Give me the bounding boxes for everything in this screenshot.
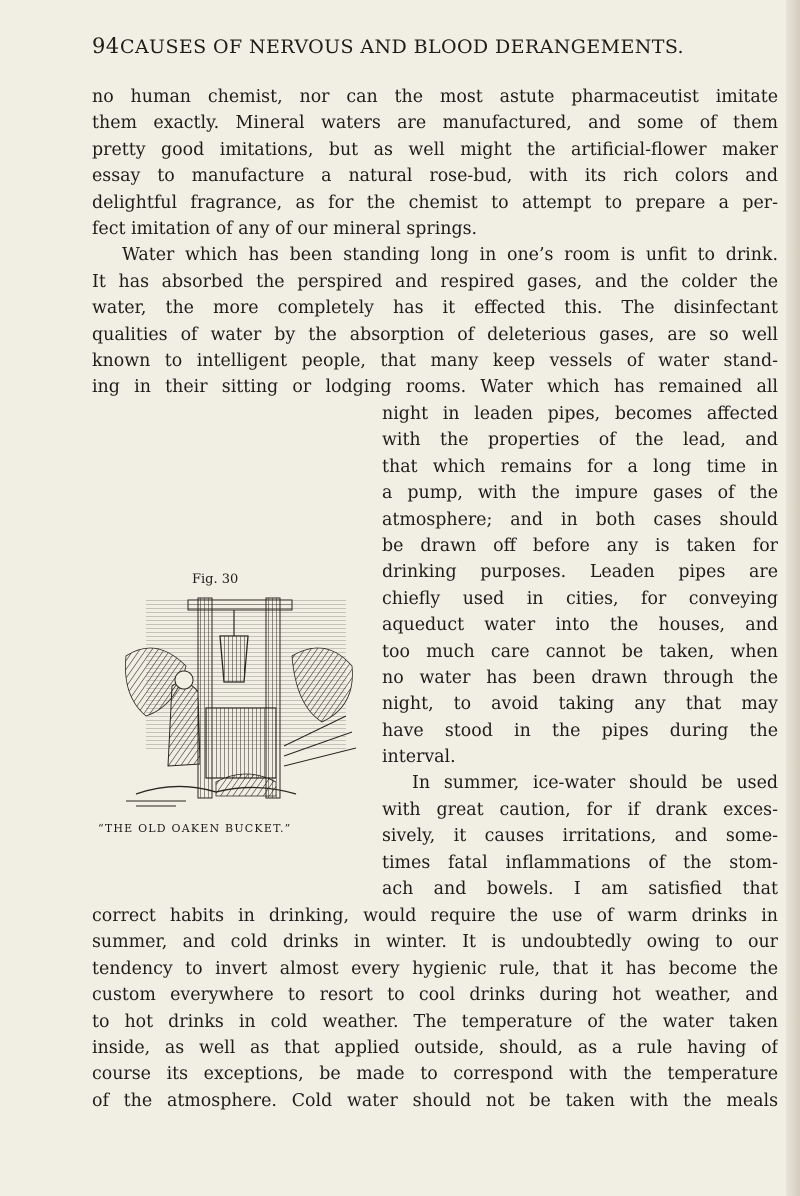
text-line: aqueduct water into the houses, and bbox=[382, 615, 778, 636]
running-head bbox=[92, 34, 778, 64]
text-line: that which remains for a long time in bbox=[382, 456, 778, 477]
text-line: atmosphere; and in both cases should bbox=[382, 509, 778, 530]
text-line: of the atmosphere. Cold water should not be taken with the meals bbox=[92, 1090, 778, 1111]
text-line: night in leaden pipes, becomes affected bbox=[382, 404, 778, 424]
text-line: correct habits in drinking, would require the use of warm drinks in bbox=[92, 906, 778, 926]
text-line: known to intelligent people, that many keep vessels of water stand- bbox=[92, 350, 778, 371]
text-line: too much care cannot be taken, when bbox=[382, 641, 778, 662]
text-block-bottom bbox=[92, 903, 778, 1114]
text-line: with the properties of the lead, and bbox=[382, 430, 778, 451]
text-line: inside, as well as that applied outside, should, as a rule having of bbox=[92, 1037, 778, 1058]
text-line: It has absorbed the perspired and respired gases, and the colder the bbox=[92, 271, 778, 292]
text-line: sively, it causes irritations, and some- bbox=[382, 826, 778, 847]
text-block-top bbox=[92, 84, 778, 401]
text-line: pretty good imitations, but as well might the artificial-flower maker bbox=[92, 139, 778, 160]
text-line: no human chemist, nor can the most astute pharmaceutist imitate bbox=[92, 87, 778, 107]
text-line: chiefly used in cities, for conveying bbox=[382, 588, 778, 609]
text-block-right-column bbox=[382, 401, 778, 902]
text-line: night, to avoid taking any that may bbox=[382, 694, 778, 715]
text-line: with great caution, for if drank exces- bbox=[382, 799, 778, 820]
text-line: In summer, ice-water should be used bbox=[412, 773, 778, 794]
text-line: tendency to invert almost every hygienic rule, that it has become the bbox=[92, 958, 778, 979]
text-line: summer, and cold drinks in winter. It is undoubtedly owing to our bbox=[92, 932, 778, 953]
page-edge-shadow bbox=[786, 0, 800, 1196]
text-line: no water has been drawn through the bbox=[382, 667, 778, 688]
text-line: them exactly. Mineral waters are manufactured, and some of them bbox=[92, 113, 778, 134]
text-line: course its exceptions, be made to correspond with the temperature bbox=[92, 1064, 778, 1085]
text-line: times fatal inflammations of the stom- bbox=[382, 852, 778, 873]
text-line: drinking purposes. Leaden pipes are bbox=[382, 562, 778, 583]
text-line: fect imitation of any of our mineral springs. bbox=[92, 218, 478, 239]
text-line: essay to manufacture a natural rose-bud, with its rich colors and bbox=[92, 166, 778, 187]
text-line: custom everywhere to resort to cool drinks during hot weather, and bbox=[92, 985, 778, 1006]
text-line: delightful fragrance, as for the chemist to attempt to prepare a per- bbox=[92, 192, 778, 213]
book-page bbox=[92, 0, 778, 1196]
old-oaken-bucket-illustration bbox=[116, 596, 368, 816]
text-line: interval. bbox=[382, 747, 456, 768]
figure-caption: “THE OLD OAKEN BUCKET.” bbox=[98, 822, 292, 835]
figure-label: Fig. 30 bbox=[192, 572, 239, 587]
text-line: be drawn off before any is taken for bbox=[382, 535, 778, 556]
text-line: water, the more completely has it effected this. The disinfectant bbox=[92, 298, 778, 319]
running-title: CAUSES OF NERVOUS AND BLOOD DERANGEMENTS. bbox=[120, 36, 684, 58]
text-line: qualities of water by the absorption of deleterious gases, are so well bbox=[92, 324, 778, 345]
text-line: have stood in the pipes during the bbox=[382, 720, 778, 741]
text-line: Water which has been standing long in one’s room is unfit to drink. bbox=[122, 245, 778, 266]
text-line: ing in their sitting or lodging rooms. Water which has remained all bbox=[92, 377, 778, 398]
text-line: ach and bowels. I am satisfied that bbox=[382, 879, 778, 900]
text-line: to hot drinks in cold weather. The temperature of the water taken bbox=[92, 1011, 778, 1032]
page-number: 94 bbox=[92, 34, 120, 58]
text-line: a pump, with the impure gases of the bbox=[382, 483, 778, 504]
